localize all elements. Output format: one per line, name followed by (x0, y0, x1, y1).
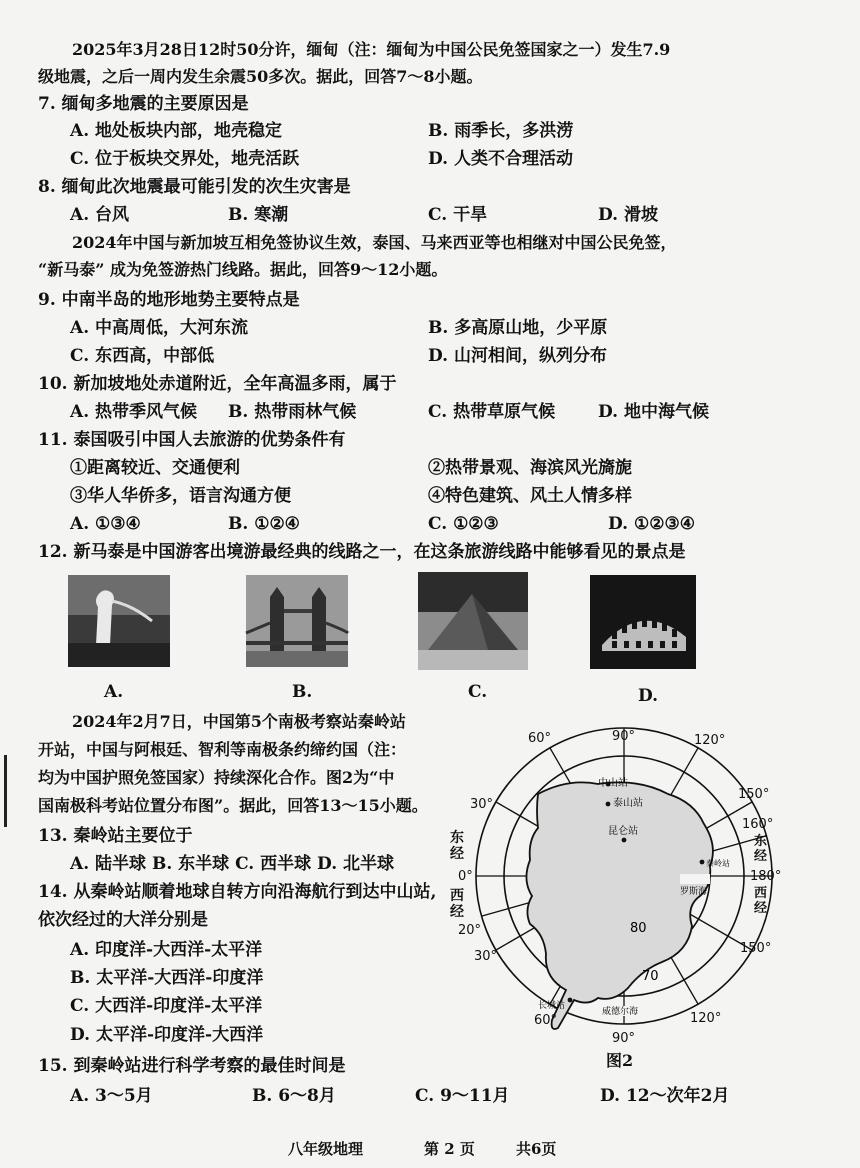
q7-option-b: B. 雨季长，多洪涝 (428, 121, 574, 141)
q7-option-c: C. 位于板块交界处，地壳活跃 (70, 149, 300, 169)
footer-subject: 八年级地理 (288, 1140, 364, 1158)
q7-option-a: A. 地处板块内部，地壳稳定 (70, 121, 283, 141)
footer-page-number: 第 2 页 (424, 1140, 475, 1158)
lon-label-150: 150° (738, 787, 770, 802)
q13-stem: 13. 秦岭站主要位于 (38, 826, 193, 846)
q15-option-b: B. 6～8月 (252, 1086, 336, 1106)
luosi-sea-label: 罗斯海 (680, 887, 708, 897)
lon-label-20: 20° (458, 923, 482, 938)
q15-stem: 15. 到秦岭站进行科学考察的最佳时间是 (38, 1056, 346, 1076)
polar-map-svg (458, 728, 782, 1050)
luosi-sea-mask (680, 874, 710, 884)
intro-antarctic-line2: 开站，中国与阿根廷、智利等南极条约缔约国（注： (38, 740, 407, 759)
q10-option-c: C. 热带草原气候 (428, 402, 556, 422)
intro-antarctic-line1: 2024年2月7日，中国第5个南极考察站秦岭站 (72, 712, 406, 731)
photo-merlion (68, 575, 170, 667)
q15-option-a: A. 3～5月 (70, 1086, 153, 1106)
lon-label-60-bottom: 60° (534, 1013, 558, 1028)
photo-pyramid (418, 572, 528, 670)
qinling-station-marker (700, 860, 705, 865)
q11-item-1: ①距离较近、交通便利 (70, 458, 240, 478)
q15-option-d: D. 12～次年2月 (600, 1086, 730, 1106)
west-longitude-label-right: 西经 (754, 886, 768, 916)
q10-option-b: B. 热带雨林气候 (228, 402, 357, 422)
photo-label-c: C. (468, 682, 488, 702)
intro-quake-line2: 级地震，之后一周内发生余震50多次。据此，回答7～8小题。 (38, 67, 483, 86)
lon-label-60: 60° (528, 731, 552, 746)
changcheng-station-marker (568, 998, 573, 1003)
lon-label-top-90: 90° (612, 729, 636, 744)
q11-stem: 11. 泰国吸引中国人去旅游的优势条件有 (38, 430, 346, 450)
q15-option-c: C. 9～11月 (415, 1086, 510, 1106)
east-longitude-label-left: 东经 (450, 830, 464, 862)
zhongshan-station-label: 中山站 (598, 778, 628, 789)
q13-options: A. 陆半球 B. 东半球 C. 西半球 D. 北半球 (70, 854, 395, 874)
q11-item-2: ②热带景观、海滨风光旖旎 (428, 458, 632, 478)
figure-caption: 图2 (606, 1051, 634, 1070)
taishan-station-marker (606, 802, 611, 807)
latitude-label-80: 80 (630, 921, 647, 936)
q11-item-3: ③华人华侨多，语言沟通方便 (70, 486, 291, 506)
q14-option-a: A. 印度洋-大西洋-太平洋 (70, 940, 263, 960)
q14-option-b: B. 太平洋-大西洋-印度洋 (70, 968, 264, 988)
q14-option-c: C. 大西洋-印度洋-太平洋 (70, 996, 263, 1016)
lon-label-30: 30° (470, 797, 494, 812)
q14-stem-line1: 14. 从秦岭站顺着地球自转方向沿海航行到达中山站, (38, 882, 437, 902)
q11-item-4: ④特色建筑、风土人情多样 (428, 486, 632, 506)
photo-colosseum (590, 575, 696, 669)
lon-label-30-west: 30° (474, 949, 498, 964)
intro-visa-line2: “新马泰” 成为免签游热门线路。据此，回答9～12小题。 (38, 260, 448, 279)
qinling-station-label: 秦岭站 (706, 859, 730, 868)
q9-option-a: A. 中高周低，大河东流 (70, 318, 249, 338)
q12-stem: 12. 新马泰是中国游客出境游最经典的线路之一，在这条旅游线路中能够看见的景点是 (38, 542, 686, 562)
kunlun-station-label: 昆仑站 (608, 826, 638, 837)
lon-label-120: 120° (694, 733, 726, 748)
q11-option-d: D. ①②③④ (608, 514, 695, 534)
kunlun-station-marker (622, 838, 627, 843)
intro-antarctic-line4: 国南极科考站位置分布图”。据此，回答13～15小题。 (38, 796, 428, 815)
q14-option-d: D. 太平洋-印度洋-大西洋 (70, 1025, 264, 1045)
q9-stem: 9. 中南半岛的地形地势主要特点是 (38, 290, 300, 310)
q11-option-b: B. ①②④ (228, 514, 300, 534)
intro-visa-line1: 2024年中国与新加坡互相免签协议生效，泰国、马来西亚等也相继对中国公民免签， (72, 233, 677, 252)
q8-option-b: B. 寒潮 (228, 205, 289, 225)
q9-option-b: B. 多高原山地，少平原 (428, 318, 608, 338)
photo-label-d: D. (638, 686, 659, 706)
scan-edge-mark (4, 755, 7, 827)
q9-option-d: D. 山河相间，纵列分布 (428, 346, 607, 366)
q8-option-c: C. 干旱 (428, 205, 488, 225)
intro-quake-line1: 2025年3月28日12时50分许，缅甸（注：缅甸为中国公民免签国家之一）发生7.9 (72, 40, 671, 59)
q10-stem: 10. 新加坡地处赤道附近，全年高温多雨，属于 (38, 374, 397, 394)
q11-option-c: C. ①②③ (428, 514, 499, 534)
weddell-sea-label: 威德尔海 (602, 1007, 639, 1017)
q8-option-a: A. 台风 (70, 205, 130, 225)
q8-option-d: D. 滑坡 (598, 205, 658, 225)
q8-stem: 8. 缅甸此次地震最可能引发的次生灾害是 (38, 177, 351, 197)
west-longitude-label-left: 西经 (450, 888, 464, 920)
q10-option-a: A. 热带季风气候 (70, 402, 198, 422)
taishan-station-label: 泰山站 (613, 798, 643, 809)
lon-label-120-bottom: 120° (690, 1011, 722, 1026)
lon-label-150-east: 150° (740, 941, 772, 956)
lon-label-0: 0° (458, 869, 473, 884)
antarctica-outline (526, 782, 712, 1029)
q11-option-a: A. ①③④ (70, 514, 141, 534)
antarctic-station-map (450, 728, 782, 1050)
latitude-label-70: 70 (642, 969, 659, 984)
photo-label-b: B. (292, 682, 313, 702)
photo-label-a: A. (104, 682, 124, 702)
q14-stem-line2: 依次经过的大洋分别是 (38, 910, 208, 930)
intro-antarctic-line3: 均为中国护照免签国家）持续深化合作。图2为“中 (38, 768, 395, 787)
lon-label-180: 180° (750, 869, 782, 884)
q7-option-d: D. 人类不合理活动 (428, 149, 573, 169)
east-longitude-label-right: 东经 (754, 834, 768, 864)
lon-label-160: 160° (742, 817, 774, 832)
photo-tower-bridge (246, 575, 348, 667)
lon-label-bottom-90: 90° (612, 1031, 636, 1046)
q7-stem: 7. 缅甸多地震的主要原因是 (38, 94, 249, 114)
footer-total-pages: 共6页 (516, 1140, 557, 1158)
q10-option-d: D. 地中海气候 (598, 402, 709, 422)
q9-option-c: C. 东西高，中部低 (70, 346, 215, 366)
changcheng-station-label: 长城站 (538, 1001, 566, 1011)
